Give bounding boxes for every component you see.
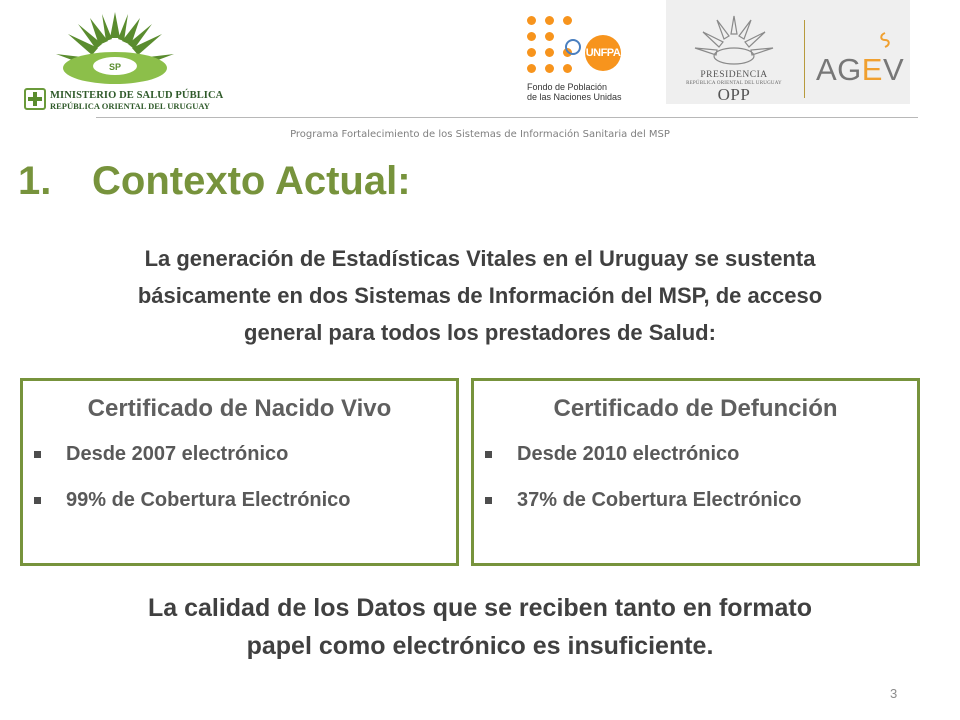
unfpa-caption-line1: Fondo de Población bbox=[527, 82, 608, 92]
unfpa-dot bbox=[563, 16, 572, 25]
agev-swirl-icon bbox=[878, 32, 892, 48]
unfpa-dot bbox=[545, 64, 554, 73]
conclusion-line: papel como electrónico es insuficiente. bbox=[246, 632, 714, 660]
square-bullet-icon bbox=[485, 451, 492, 458]
intro-line: general para todos los prestadores de Salud: bbox=[244, 320, 716, 345]
section-heading bbox=[18, 159, 411, 204]
unfpa-caption bbox=[527, 82, 622, 102]
page-number: 3 bbox=[890, 686, 898, 701]
agev-wordmark bbox=[816, 52, 904, 88]
conclusion-paragraph bbox=[30, 589, 930, 665]
list-item bbox=[34, 443, 351, 466]
certificado-defuncion-box bbox=[471, 378, 920, 566]
unfpa-dot bbox=[527, 16, 536, 25]
box-bullet-list bbox=[34, 443, 351, 535]
unfpa-logo bbox=[527, 16, 639, 106]
program-title: Programa Fortalecimiento de los Sistemas de Información Sanitaria del MSP bbox=[290, 129, 670, 140]
square-bullet-icon bbox=[485, 497, 492, 504]
box-bullet-list bbox=[485, 443, 802, 535]
intro-line: básicamente en dos Sistemas de Información del MSP, de acceso bbox=[137, 283, 823, 308]
msp-logo bbox=[22, 8, 224, 112]
list-item-text: Desde 2010 electrónico bbox=[517, 443, 740, 465]
intro-line: La generación de Estadísticas Vitales en el Uruguay se sustenta bbox=[144, 246, 816, 271]
unfpa-dot bbox=[563, 64, 572, 73]
header-divider bbox=[96, 117, 918, 118]
presidencia-label: PRESIDENCIA bbox=[700, 70, 768, 80]
agev-part-e: E bbox=[861, 52, 883, 87]
list-item bbox=[485, 489, 802, 512]
msp-subtitle: REPÚBLICA ORIENTAL DEL URUGUAY bbox=[50, 101, 210, 111]
sun-emblem-icon bbox=[50, 8, 180, 88]
list-item bbox=[485, 443, 802, 466]
unfpa-dot bbox=[527, 48, 536, 57]
unfpa-dot bbox=[527, 64, 536, 73]
heading-text: Contexto Actual: bbox=[92, 159, 411, 203]
list-item-text: Desde 2007 electrónico bbox=[66, 443, 289, 465]
sun-outline-icon bbox=[689, 12, 779, 68]
svg-text:SP: SP bbox=[108, 62, 122, 72]
unfpa-caption-line2: de las Naciones Unidas bbox=[527, 92, 622, 102]
box-title: Certificado de Defunción bbox=[553, 395, 838, 422]
list-item-text: 99% de Cobertura Electrónico bbox=[66, 489, 351, 511]
unfpa-dot bbox=[545, 48, 554, 57]
conclusion-line: La calidad de los Datos que se reciben tanto en formato bbox=[147, 594, 813, 622]
unfpa-dot bbox=[545, 32, 554, 41]
list-item bbox=[34, 489, 351, 512]
opp-label: OPP bbox=[717, 85, 751, 104]
intro-paragraph bbox=[30, 240, 930, 351]
msp-title: MINISTERIO DE SALUD PÚBLICA bbox=[50, 90, 224, 101]
heading-number: 1. bbox=[18, 159, 52, 203]
agev-part-v: V bbox=[882, 52, 905, 87]
certificado-nacido-vivo-box bbox=[20, 378, 459, 566]
un-emblem-icon bbox=[565, 39, 581, 55]
presidencia-sub-label: REPÚBLICA ORIENTAL DEL URUGUAY bbox=[686, 81, 782, 86]
list-item-text: 37% de Cobertura Electrónico bbox=[517, 489, 802, 511]
health-cross-icon bbox=[24, 88, 46, 110]
opp-block bbox=[672, 12, 796, 104]
unfpa-badge: UNFPA bbox=[585, 35, 621, 71]
unfpa-dot bbox=[545, 16, 554, 25]
agev-part-ag: AG bbox=[816, 52, 862, 87]
box-title: Certificado de Nacido Vivo bbox=[87, 395, 392, 422]
unfpa-dot bbox=[527, 32, 536, 41]
square-bullet-icon bbox=[34, 497, 41, 504]
opp-agev-logo bbox=[666, 0, 910, 104]
logo-divider bbox=[804, 20, 805, 98]
square-bullet-icon bbox=[34, 451, 41, 458]
